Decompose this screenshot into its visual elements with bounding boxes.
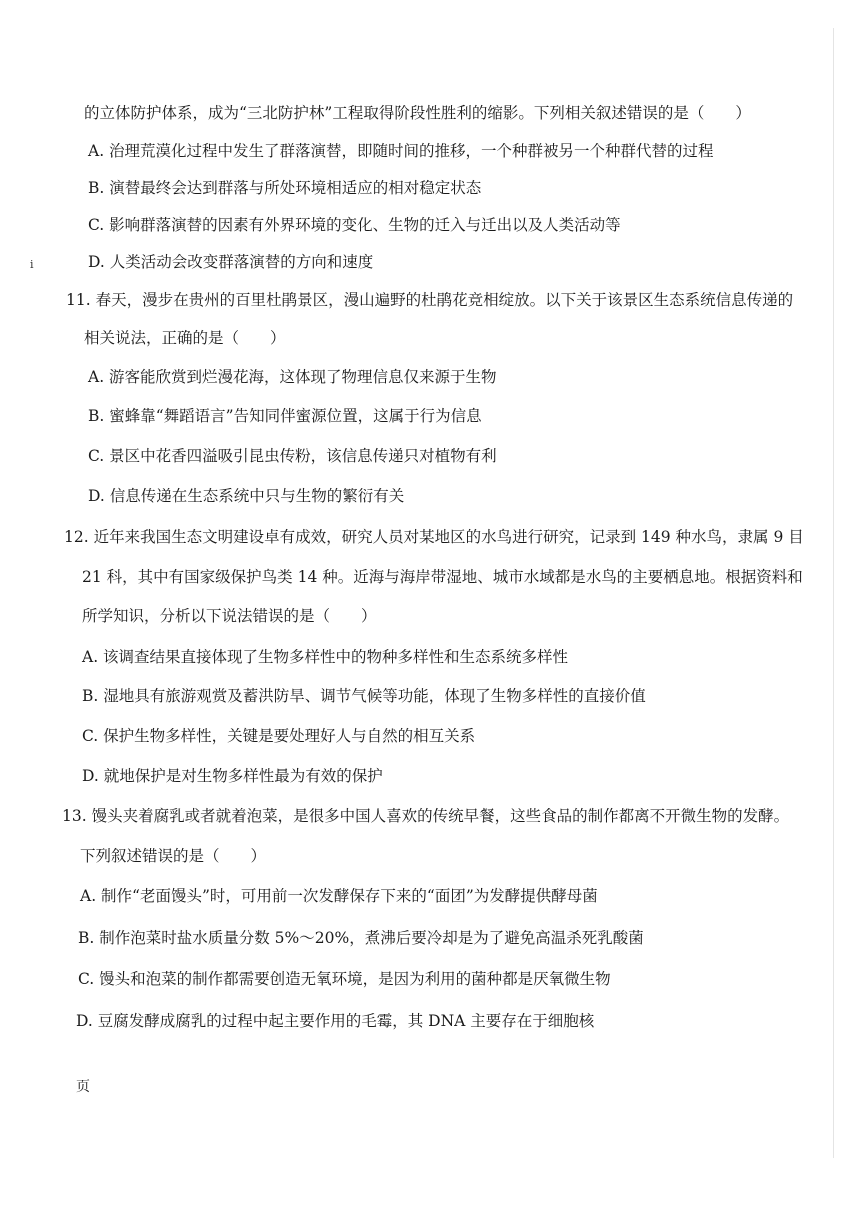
page-footer-label: 页 [76,1079,90,1095]
q12-stem-line1: 12. 近年来我国生态文明建设卓有成效，研究人员对某地区的水鸟进行研究，记录到 149 种水鸟，隶属 9 目 [64,528,804,546]
q11-option-b: B. 蜜蜂靠“舞蹈语言”告知同伴蜜源位置，这属于行为信息 [88,407,482,425]
q13-stem-line1: 13. 馒头夹着腐乳或者就着泡菜，是很多中国人喜欢的传统早餐，这些食品的制作都离不开微生物的发酵。 [62,807,790,825]
q10-stem-tail: 的立体防护体系，成为“三北防护林”工程取得阶段性胜利的缩影。下列相关叙述错误的是（ ） [84,104,751,122]
q12-option-c: C. 保护生物多样性，关键是要处理好人与自然的相互关系 [82,727,476,745]
q10-option-d: D. 人类活动会改变群落演替的方向和速度 [88,253,374,271]
q10-option-a: A. 治理荒漠化过程中发生了群落演替，即随时间的推移，一个种群被另一个种群代替的过程 [88,142,714,160]
q11-stem-line2: 相关说法，正确的是（ ） [84,329,286,347]
q10-option-b: B. 演替最终会达到群落与所处环境相适应的相对稳定状态 [88,179,482,197]
q12-option-b: B. 湿地具有旅游观赏及蓄洪防旱、调节气候等功能，体现了生物多样性的直接价值 [82,687,646,705]
q11-option-c: C. 景区中花香四溢吸引昆虫传粉，该信息传递只对植物有利 [88,447,497,465]
q11-option-d: D. 信息传递在生态系统中只与生物的繁衍有关 [88,487,405,505]
q12-option-d: D. 就地保护是对生物多样性最为有效的保护 [82,767,383,785]
q11-stem-line1: 11. 春天，漫步在贵州的百里杜鹃景区，漫山遍野的杜鹃花竞相绽放。以下关于该景区生态系统信息传递的 [66,291,794,309]
q11-option-a: A. 游客能欣赏到烂漫花海，这体现了物理信息仅来源于生物 [88,368,497,386]
q13-option-c: C. 馒头和泡菜的制作都需要创造无氧环境，是因为利用的菌种都是厌氧微生物 [78,970,611,988]
q13-option-a: A. 制作“老面馒头”时，可用前一次发酵保存下来的“面团”为发酵提供酵母菌 [80,887,598,905]
q12-stem-line2: 21 科，其中有国家级保护鸟类 14 种。近海与海岸带湿地、城市水域都是水鸟的主要栖息地。根据资料和 [82,568,803,586]
q12-option-a: A. 该调查结果直接体现了生物多样性中的物种多样性和生态系统多样性 [82,648,569,666]
margin-mark: i [30,258,34,271]
q13-option-b: B. 制作泡菜时盐水质量分数 5%～20%，煮沸后要冷却是为了避免高温杀死乳酸菌 [78,929,644,947]
q12-stem-line3: 所学知识，分析以下说法错误的是（ ） [82,607,377,625]
q13-stem-line2: 下列叙述错误的是（ ） [80,847,267,865]
q13-option-d: D. 豆腐发酵成腐乳的过程中起主要作用的毛霉，其 DNA 主要存在于细胞核 [76,1012,595,1030]
q10-option-c: C. 影响群落演替的因素有外界环境的变化、生物的迁入与迁出以及人类活动等 [88,216,621,234]
scan-edge-rule [833,28,834,1158]
